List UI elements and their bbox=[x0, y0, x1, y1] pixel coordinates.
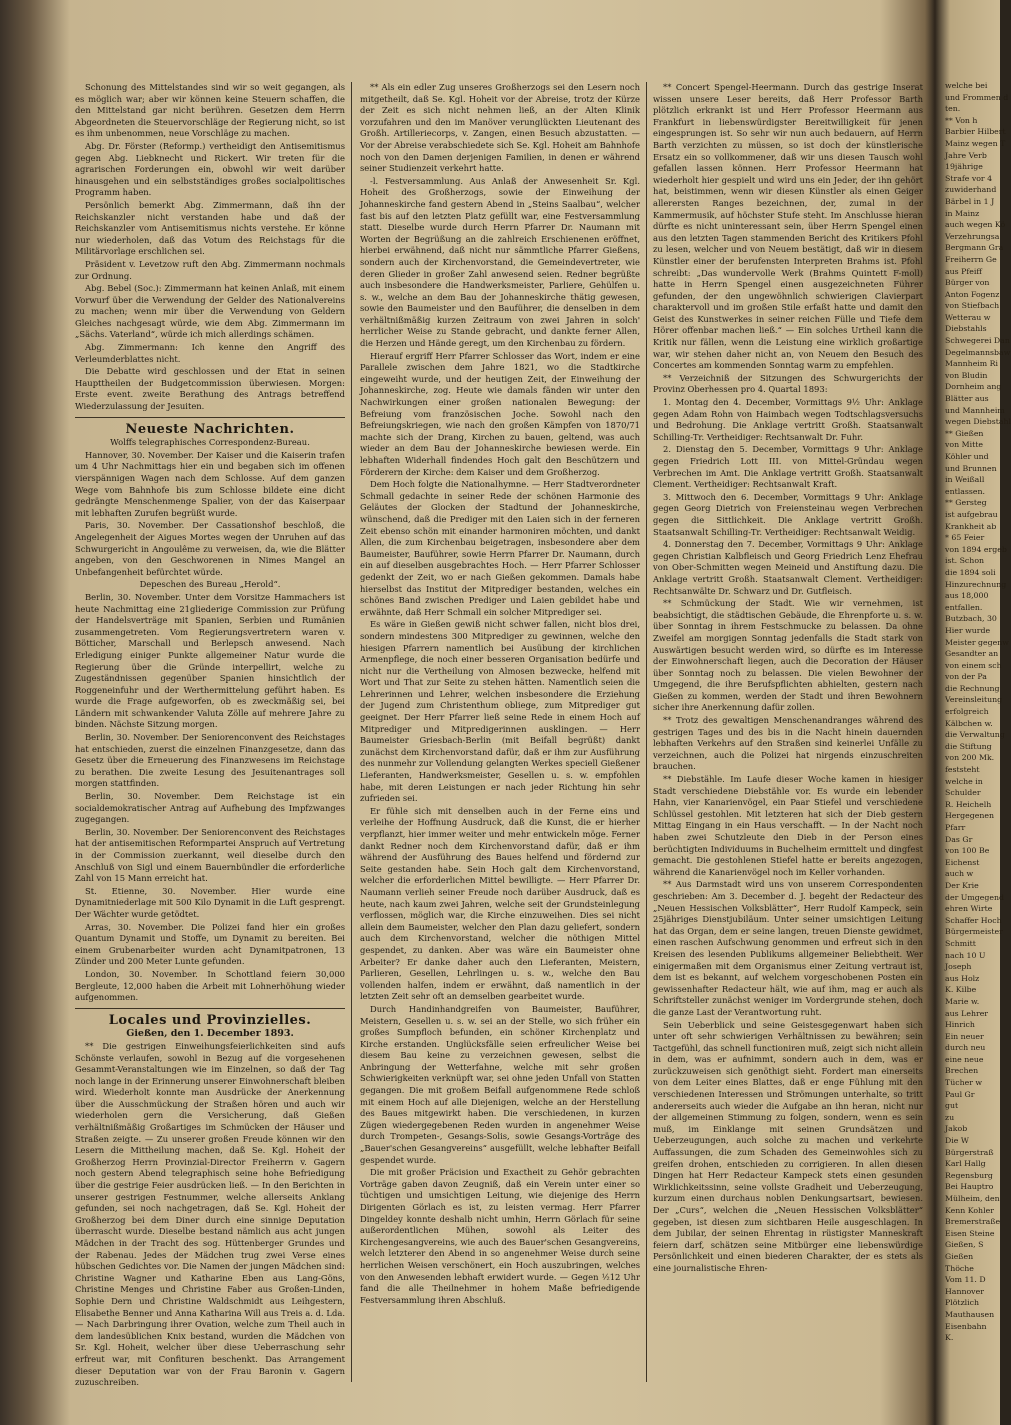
edge-text-line: Bürgerstraß bbox=[945, 1147, 994, 1157]
newspaper-page bbox=[45, 70, 925, 1400]
edge-text-line: Schwegerei Dan bbox=[945, 336, 1010, 346]
edge-text-line: welche bei bbox=[945, 81, 988, 90]
paragraph: Abg. Bebel (Soc.): Zimmermann hat keinen Anlaß, mit einem Vorwurf über die Verwendung der Gelder des Nationalvereins zu machen; wenn mir über die Verwendung von Geldern Gleiches nachgesagt würde, wie dem Abg. Zimmermann im „Sächs. Vaterland“, würde ich mich allerdings schämen. bbox=[75, 283, 345, 340]
edge-text-line: Eisenbahn bbox=[945, 1321, 987, 1331]
edge-text-line: durch neu bbox=[945, 1043, 986, 1053]
edge-text-line: zu bbox=[945, 1112, 955, 1122]
news-item: Paris, 30. November. Der Cassationshof beschloß, die Angelegenheit der Aigues Mortes wegen der Unruhen auf das Schwurgericht in Angoulême zu verweisen, da, wie die Blätter angeben, von den Geschworenen in Nimes Mangel an Unbefangenheit befürchtet würde. bbox=[75, 520, 345, 577]
edge-text-line: von 200 Mk. bbox=[945, 753, 995, 763]
edge-text-line: auch wegen Kö bbox=[945, 220, 1006, 230]
edge-text-line: Schaffer Hoch bbox=[945, 915, 1002, 925]
local-item: ** Concert Spengel-Heermann. Durch das gestrige Inserat wissen unsere Leser bereits, daß Herr Professor Barth plötzlich erkrankt ist und Herr Professor Heermann aus Frankfurt in liebenswürdigster Bereitwilligkeit für jenen eingesprungen ist. So sehr wir nun auch bedauern, auf Herrn Barth verzichten zu müssen, so ist doch der künstlerische Ersatz ein so vollkommener, daß wir uns diesen Tausch wohl gefallen lassen können. Herr Professor Heermann hat wiederholt hier gespielt und wird uns ein Jeder, der ihn gehört hat, beistimmen, wenn wir diesen Künstler als einen Geiger allerersten Ranges bezeichnen, der, zumal in der Kammermusik, auf höchster Stufe steht. Im Anschlusse hieran dürfte es nicht uninteressant sein, über Herrn Spengel einen aus den letzten Tagen stammenden Bericht des Kritikers Pfohl zu lesen, welcher und von Neuem bestätigt, daß wir in diesem Künstler einer der berufensten Interpreten Brahms ist. Pfohl schreibt: „Das wundervolle Werk (Brahms Quintett F-moll) hatte in Herrn Spengel einen ausgezeichneten Führer gefunden, der den ungewöhnlich schwierigen Clavierpart charaktervoll und im großen Stile erfaßt hatte und damit den Geist des Kunstwerkes in seiner reichen Fülle und Tiefe dem Hörer offenbar machen ließ.“ — Ein solches Urtheil kann die Kritik nur fällen, wenn die Leistung eine wirklich großartige war, wir stehen daher nicht an, von Neuem den Besuch des Concertes am kommenden Sonntag warm zu empfehlen. bbox=[653, 82, 923, 371]
local-item: Er fühle sich mit denselben auch in der Ferne eins und verleihe der Hoffnung Ausdruck, daß die Kunst, die er hierher verpflanzt, hier immer weiter und mehr entwickeln möge. Ferner dankt Redner noch dem Kirchenvorstand dafür, daß er ihm während der Ausführung des Baues helfend und fördernd zur Seite gestanden habe. Sein Hoch galt dem Kirchenvorstand, welcher die erforderlichen Mittel bewilligte. — Herr Pfarrer Dr. Naumann verlieh seiner Freude noch darüber Ausdruck, daß es heute, nach kaum zwei Jahren, welche seit der Grundsteinlegung verflossen, möglich war, die Kirche einzuweihen. Dies sei nicht allein dem Baumeister, welcher den Plan dazu geliefert, sondern auch dem Kirchenvorstand, welcher die nöthigen Mittel gespendet, zu danken. Aber was wäre ein Baumeister ohne Arbeiter? Er danke daher auch den Lieferanten, Meistern, Parlieren, Gesellen, Lehrlingen u. s. w., welche den Bau vollenden halfen, indem er erwähnt, daß namentlich in der letzten Zeit sehr oft an demselben gearbeitet wurde. bbox=[360, 805, 640, 1002]
edge-text-line: Hannover bbox=[945, 1286, 984, 1296]
column-rule bbox=[646, 82, 647, 1382]
edge-text-line: und Mannheim bbox=[945, 405, 1005, 415]
edge-text-line: aus 18,000 bbox=[945, 591, 989, 601]
edge-text-line: welche in bbox=[945, 776, 983, 786]
edge-text-line: Schulder bbox=[945, 788, 981, 798]
edge-text-line: Gießen bbox=[945, 1251, 974, 1261]
news-item: Berlin, 30. November. Der Seniorenconvent des Reichstages hat der antisemitischen Reformpartei Anspruch auf Vertretung in der Commission zuerkannt, weil dieselbe durch den Anschluß von Sigl und einem Bauernbündler die erforderliche Zahl von 15 Mann erreicht hat. bbox=[75, 826, 345, 884]
section-heading-news: Neueste Nachrichten. bbox=[125, 421, 295, 437]
edge-text-line: Kälbchen w. bbox=[945, 718, 993, 728]
edge-text-line: auch w bbox=[945, 869, 974, 879]
edge-text-line: Vom 11. D bbox=[945, 1275, 986, 1285]
local-item: Hierauf ergriff Herr Pfarrer Schlosser das Wort, indem er eine Parallele zwischen dem Jahre 1821, wo die Stadtkirche eingeweiht wurde, und der heutigen Zeit, der Einweihung der Johanneskirche, zog. Heute wie damals fänden wir unter den Nachwirkungen einer großen nationalen Bewegung: der Befreiung vom französischen Joche. Sowohl nach den Befreiungskriegen, wie nach den großen Kämpfen von 1870/71 machte sich der Drang, Kirchen zu bauen, geltend, was auch wieder an dem Bau der Johanneskirche bewiesen werde. Ein lebhaften Widerhall findendes Hoch galt den Beschützern und Förderern der Kirche: dem Kaiser und dem Großherzog. bbox=[360, 350, 640, 477]
edge-text-line: Das Gr bbox=[945, 834, 973, 844]
edge-text-line: ist aufgebrau bbox=[945, 509, 998, 519]
edge-text-line: Meister gegenw bbox=[945, 637, 1009, 647]
edge-text-line: Wetterau w bbox=[945, 312, 991, 322]
edge-text-line: die Rechnung bbox=[945, 683, 1000, 693]
edge-text-line: Eisen Steine bbox=[945, 1228, 995, 1238]
edge-text-line: Barbier Hilbert bbox=[945, 127, 1006, 137]
edge-text-line: Karl Hallg bbox=[945, 1159, 986, 1169]
edge-text-line: Brechen bbox=[945, 1066, 979, 1076]
edge-text-line: Der Krie bbox=[945, 880, 979, 890]
local-item: ** Schmückung der Stadt. Wie wir vernehmen, ist beabsichtigt, die städtischen Gebäude, die Ehrenpforte u. s. w. über Sonntag in ihrem Festschmucke zu belassen. Da ohne Zweifel am morgigen Sonntag jedenfalls die Stadt stark von Auswärtigen besucht werden wird, so dürfte es im Interesse der Einwohnerschaft liegen, auch die Decoration der Häuser über Sonntag noch zu belassen. Die vielen Bewohner der Umgegend, die ihre Berufspflichten abhielten, gestern nach Gießen zu kommen, werden der Stadt und ihren Bewohnern sicher ihre Anerkennung dafür zollen. bbox=[653, 598, 923, 713]
edge-text-line: aus Pfeiff bbox=[945, 266, 982, 276]
edge-text-line: die Verwaltung bbox=[945, 730, 1005, 740]
dateline: Gießen, den 1. December 1893. bbox=[126, 1028, 294, 1040]
edge-text-line: ** Gersteg bbox=[945, 498, 987, 508]
edge-text-line: Mannheim Ri bbox=[945, 359, 999, 369]
edge-text-line: Gesandter an bbox=[945, 649, 999, 659]
edge-text-line: Hier wurde bbox=[945, 625, 991, 635]
edge-text-line: ten. bbox=[945, 104, 961, 114]
edge-text-line: ** Gießen bbox=[945, 428, 984, 438]
edge-text-line: Hinzurechnung bbox=[945, 579, 1007, 589]
edge-text-line: von Stiefbach bbox=[945, 301, 1000, 311]
column-rule bbox=[351, 82, 352, 1382]
news-item: Berlin, 30. November. Der Seniorenconvent des Reichstages hat entschieden, zuerst die einzelnen Finanzgesetze, dann das Gesetz über die Erneuerung des Finanzwesens im Reichstage zu berathen. Die zweite Lesung des Jesuitenantrages soll morgen stattfinden. bbox=[75, 732, 345, 789]
local-item: Es wäre in Gießen gewiß nicht schwer fallen, nicht blos drei, sondern mindestens 300 Mitprediger zu gewinnen, welche den hiesigen Pfarrern namentlich bei Ausübung der kirchlichen Armenpflege, die noch einer besseren Organisation bedürfe und nicht nur die Vertheilung von Almosen bezwecke, helfend mit Wort und That zur Seite zu stehen hätten. Namentlich seien die Lehrerinnen und Lehrer, welchen insbesondere die Erziehung der Jugend zum Christenthum obliege, zum Mitprediger gut geeignet. Der Herr Pfarrer ließ seine Rede in einem Hoch auf Mitprediger und Mitpredigerinnen ausklingen. — Herr Baumeister Griesbach-Berlin (mit Beifall begrüßt) dankt zunächst dem Kirchenvorstand dafür, daß er ihm zur Ausführung des nunmehr zur Vollendung gelangten Werkes speciell Gießener Lieferanten, Handwerksmeister, Gesellen u. s. w. empfohlen habe, mit deren Leistungen er nach jeder Richtung hin sehr zufrieden sei. bbox=[360, 619, 640, 804]
local-item: ** Diebstähle. Im Laufe dieser Woche kamen in hiesiger Stadt verschiedene Diebstähle vor. Es wurde ein lebender Hahn, vier Kanarienvögel, ein Paar Stiefel und verschiedene Schlüssel gestohlen. Mit letzteren hat sich der Dieb gestern Mittag Eingang in ein Haus verschafft. — In der Nacht noch haben zwei Schutzleute den Dieb in der Person eines berüchtigten Individuums in Buchelheim ermittelt und dingfest gemacht. Die gestohlenen Stiefel hatte er bereits angezogen, während die Kanarienvögel noch im Keller vorhanden. bbox=[653, 774, 923, 877]
edge-text-line: Mainz wegen T bbox=[945, 138, 1006, 148]
edge-text-line: in Weißall bbox=[945, 475, 985, 485]
edge-text-line: Dornheim ang bbox=[945, 382, 1002, 392]
news-item: St. Etienne, 30. November. Hier wurde eine Dynamitniederlage mit 500 Kilo Dynamit in die Luft gesprengt. Der Wächter wurde getödtet. bbox=[75, 885, 345, 919]
edge-text-line: erfolgreich bbox=[945, 707, 989, 717]
edge-text-line: eine neue bbox=[945, 1054, 984, 1064]
edge-text-line: aus Holz bbox=[945, 973, 980, 983]
edge-text-line: Bei Hauptro bbox=[945, 1182, 994, 1192]
local-item: ** Trotz des gewaltigen Menschenandranges während des gestrigen Tages und des bis in die Nacht hinein dauernden lebhaften Verkehrs auf den Straßen sind keinerlei Unfälle zu verzeichnen, auch die Polizei hat nirgends einzuschreiten brauchen. bbox=[653, 715, 923, 772]
paragraph: Persönlich bemerkt Abg. Zimmermann, daß ihn der Reichskanzler nicht verstanden habe und daß der Reichskanzler vom Antisemitismus nichts verstehe. Er könne nur wiederholen, daß das Votum des Reichstags für die Militärvorlage erschlichen sei. bbox=[75, 199, 345, 257]
edge-text-line: zuwiderhand bbox=[945, 185, 997, 195]
local-item: ** Aus Darmstadt wird uns von unserem Correspondenten geschrieben: Am 3. December d. J. begeht der Redacteur des „Neuen Hessischen Volksblätter“, Herr Rudolf Kampeck, sein 25jähriges Dienstjubiläum. Unter seiner umsichtigen Leitung hat das Organ, dem er seine langen, treuen Dienste gewidmet, einen raschen Aufschwung genommen und erfreut sich in den Kreisen des lesenden Publikums allgemeiner Beliebtheit. Wer einigermaßen mit dem Organismus einer Zeitung vertraut ist, dem ist es bekannt, auf welchem vorgeschobenen Posten ein gewissenhafter Redacteur hält, wie auf ihm, mag er auch als Schriftsteller zunächst weniger im Vordergrunde stehen, doch die ganze Last der Verantwortung ruht. bbox=[653, 879, 923, 1017]
edge-text-line: Butzbach, 30 bbox=[945, 614, 997, 624]
edge-text-line: Bergmann Gra bbox=[945, 243, 1004, 253]
edge-text-line: Bürgermeister bbox=[945, 927, 1003, 937]
edge-text-line: Paul Gr bbox=[945, 1089, 975, 1099]
edge-text-line: Mauthausen bbox=[945, 1309, 995, 1319]
column-right bbox=[653, 82, 923, 1382]
edge-text-line: Kenn Kohler bbox=[945, 1205, 994, 1215]
edge-text-line: Bürger von bbox=[945, 278, 990, 288]
edge-text-line: Marie w. bbox=[945, 996, 980, 1006]
edge-text-line: Degelmannsbaw bbox=[945, 347, 1011, 357]
edge-text-line: Regensburg bbox=[945, 1170, 993, 1180]
edge-text-line: Blätter aus bbox=[945, 394, 989, 404]
edge-text-line: Tücher w bbox=[945, 1078, 983, 1088]
edge-text-line: Thöche bbox=[945, 1263, 974, 1273]
edge-text-line: Hinrich bbox=[945, 1020, 975, 1030]
edge-text-line: von 100 Be bbox=[945, 846, 990, 856]
edge-text-line: die 1894 soli bbox=[945, 567, 996, 577]
edge-text-line: in Mainz bbox=[945, 208, 980, 218]
edge-text-line: feststeht bbox=[945, 765, 980, 775]
wire-service-subhead: Depeschen des Bureau „Herold“. bbox=[139, 579, 281, 590]
divider bbox=[75, 417, 345, 418]
local-item: ** Verzeichniß der Sitzungen des Schwurgerichts der Provinz Oberhessen pro 4. Quartal 1893: bbox=[653, 372, 923, 395]
edge-text-line: Schmitt bbox=[945, 938, 976, 948]
news-item: Berlin, 30. November. Unter dem Vorsitze Hammachers ist heute Nachmittag eine 21gliederige Commission zur Prüfung der Handelsverträge mit Spanien, Serbien und Rumänien zusammengetreten. Vom Regierungsvertretern waren v. Bötticher, Marschall und Berlepsch anwesend. Nach Erledigung einiger Punkte allgemeiner Natur wurde die Regierung über die Gründe interpellirt, welche zu Zugeständnissen gegenüber Spanien hinsichtlich der Roggeneinfuhr und der Werthermittelung geführt haben. Es wurde die Frage aufgeworfen, ob es zweckmäßig sei, bei Ländern mit schwankender Valuta Zölle auf mehrere Jahre zu binden. Nächste Sitzung morgen. bbox=[75, 591, 345, 730]
edge-text-line: Mülheim, den bbox=[945, 1194, 1000, 1203]
local-item: Die mit großer Präcision und Exactheit zu Gehör gebrachten Vorträge gaben davon Zeugniß, daß ein Verein unter einer so tüchtigen und umsichtigen Leitung, wie diejenige des Herrn Dirigenten Görlach es ist, zu leisten vermag. Herr Pfarrer Dingeldey konnte deshalb nicht umhin, Herrn Görlach für seine außerordentlichen Mühen, sowohl als Leiter des Kirchengesangvereins, wie auch des Bauer'schen Gesangvereins, welch letzterer den Abend in so angenehmer Weise durch seine herrlichen Weisen verschönert, ein Hoch auszubringen, welches von den Anwesenden lebhaft erwidert wurde. — Gegen ½12 Uhr fand die alle Theilnehmer in hohem Maße befriedigende Festversammlung ihren Abschluß. bbox=[360, 1167, 640, 1305]
divider bbox=[75, 1008, 345, 1009]
edge-text-line: aus Lehrer bbox=[945, 1008, 989, 1018]
news-item: London, 30. November. In Schottland feiern 30,000 Bergleute, 12,000 haben die Arbeit mit Lohnerhöhung wieder aufgenommen. bbox=[75, 968, 345, 1003]
edge-text-line: K. bbox=[945, 1333, 954, 1343]
edge-text-line: Joseph bbox=[945, 962, 972, 972]
column-middle bbox=[360, 82, 640, 1382]
local-item: Dem Hoch folgte die Nationalhymne. — Herr Stadtverordneter Schmall gedachte in seiner Rede der schönen Harmonie des Geläutes der Glocken der Stadtund der Johanneskirche, wünschend, daß die Prediger mit den Laien sich in der ferneren Zeit ebenso schön mit einander harmoniren möchten, und dankt Allen, die zum Kirchenbau beigetragen, insbesondere aber dem Baumeister, Bauführer, sowie Herrn Pfarrer Dr. Naumann, durch ein auf dieselben ausgebrachtes Hoch. — Herr Pfarrer Schlosser gedenkt der Zeit, wo er nach Gießen gekommen. Damals habe hierselbst das Institut der Mitprediger bestanden, welches ein schönes Band zwischen Prediger und Laien gebildet habe und erwähnte, daß Herr Schmall ein solcher Mitprediger sei. bbox=[360, 479, 640, 617]
edge-text-line: die Stiftung bbox=[945, 741, 992, 751]
edge-text-line: und Brunnen bbox=[945, 463, 997, 473]
local-item: ** Als ein edler Zug unseres Großherzogs sei den Lesern noch mitgetheilt, daß Se. Kgl. Hoheit vor der Abreise, trotz der Kürze der Zeit es sich nicht nehmen ließ, an der Alten Klinik vorzufahren und den im Manöver verunglückten Lieutenant des Großh. Artilleriecorps, v. Zangen, einen Besuch abzustatten. — Vor der Abreise verabschiedete sich Se. Kgl. Hoheit am Bahnhofe noch von den Damen derjenigen Familien, in denen er während seiner Studienzeit verkehrt hatte. bbox=[360, 82, 640, 174]
edge-text-line: Strafe vor 4 bbox=[945, 173, 993, 183]
court-listing: 4. Donnerstag den 7. December, Vormittags 9 Uhr: Anklage gegen Christian Kalbfleisch und Georg Friedrich Lenz Ehefrau von Ober-Schmitten wegen Meineid und Anstiftung dazu. Die Anklage vertritt Großh. Staatsanwalt Clement. Vertheidiger: Rechtsanwälte Dr. Schwarz und Dr. Gutfleisch. bbox=[653, 539, 923, 596]
edge-text-line: ist. Schon bbox=[945, 556, 985, 566]
section-heading-local: Locales und Provinzielles. bbox=[108, 1012, 312, 1028]
edge-text-line: von einem sch bbox=[945, 660, 1002, 670]
column-left bbox=[75, 82, 345, 1388]
edge-text-line: Jahre Verb bbox=[945, 150, 987, 160]
local-item: ** Die gestrigen Einweihungsfeierlichkeiten sind aufs Schönste verlaufen, sowohl in Bezug auf die vorgesehenen Gesammt-Veranstaltungen wie im Einzelnen, so daß der Tag noch lange in der Erinnerung unserer Einwohnerschaft bleiben wird. Wiederholt konnte man Ausdrücke der Anerkennung über die Ausschmückung der Straßen hören und auch wir wiederholen gern die Versicherung, daß Gießen verhältnißmäßig Großartiges im Schmücken der Häuser und Straßen zeigte. — Zu unserer großen Freude können wir den Lesern die Mittheilung machen, daß Se. Kgl. Hoheit der Großherzog Herrn Provinzial-Director Freiherrn v. Gagern noch gestern Abend telegraphisch seine hohe Befriedigung über die gestrige Feier ausdrücken ließ. — In den Berichten in unserer gestrigen Festnummer, welche allerseits Anklang gefunden, sei noch nachgetragen, daß Se. Kgl. Hoheit der Großherzog bei dem Diner durch eine sinnige Deputation überrascht wurde. Dieselbe bestand nämlich aus acht jungen Mädchen in der Tracht des sog. Hüttenberger Grundes und der Rabenau. Jedes der Mädchen trug zwei Verse eines hübschen Gedichtes vor. Die Namen der jungen Mädchen sind: Christine Wagner und Katharine Eben aus Lang-Göns, Christine Menges und Christine Faber aus Großen-Linden, Sophie Dern und Christine Waldschmidt aus Leihgestern, Elisabethe Benner und Anna Katharina Will aus Treis a. d. Lda. — Nach Darbringung ihrer Ovation, welche zum Theil auch in dem landesüblichen Knix bestand, wurden die Mädchen von Sr. Kgl. Hoheit, welcher über diese Ueberraschung sehr erfreut war, mit Confituren beschenkt. Das Arrangement dieser Deputation war von der Frau Baronin v. Gagern zuzuschreiben. bbox=[75, 1040, 345, 1388]
news-item: Berlin, 30. November. Dem Reichstage ist ein socialdemokratischer Antrag auf Aufhebung des Impfzwanges zugegangen. bbox=[75, 791, 345, 825]
edge-text-line: entlassen. bbox=[945, 486, 986, 496]
edge-text-line: Hergegenen bbox=[945, 811, 995, 821]
news-item: Hannover, 30. November. Der Kaiser und die Kaiserin trafen um 4 Uhr Nachmittags hier ein und begaben sich im offenen vierspännigen Wagen nach dem Schlosse. Auf dem ganzen Wege vom Bahnhofe bis zum Schlosse bildete eine dicht gedrängte Menschenmenge Spalier, von der das Kaiserpaar mit lebhaften Zurufen begrüßt wurde. bbox=[75, 449, 345, 518]
edge-text-line: 19jährige bbox=[945, 162, 983, 172]
edge-text-line: von Bludin bbox=[945, 370, 988, 380]
paragraph: Die Debatte wird geschlossen und der Etat in seinen Haupttheilen der Budgetcommission überwiesen. Morgen: Erste event. zweite Berathung des Antrags betreffend Wiederzulassung der Jesuiten. bbox=[75, 366, 345, 412]
edge-text-line: Bremerstraße bbox=[945, 1217, 1001, 1227]
edge-text-line: Vereinsleitung bbox=[945, 695, 1003, 705]
edge-text-line: Diebstahls bbox=[945, 324, 987, 334]
edge-text-line: entfallen. bbox=[945, 602, 983, 612]
edge-text-line: Plötzlich bbox=[945, 1298, 980, 1308]
edge-text-line: von Mitte bbox=[945, 440, 983, 450]
paragraph: Schonung des Mittelstandes sind wir so weit gegangen, als es möglich war; aber wir können keine Steuern schaffen, die den Mittelstand gar nicht berühren. Gesetzen dem Herrn Abgeordneten die Steuervorschläge der Regierung nicht, so ist es ihm unbenommen, neue Vorschläge zu machen. bbox=[75, 82, 345, 139]
edge-text-line: Krankheit ab bbox=[945, 521, 997, 531]
edge-text-line: ehren Wirte bbox=[945, 904, 993, 914]
edge-text-line: Verzehrungsa bbox=[945, 231, 1000, 241]
edge-text-line: der Umgegend bbox=[945, 892, 1004, 902]
edge-text-line: ** Von h bbox=[945, 115, 978, 125]
edge-text-line: K. Kilbe bbox=[945, 985, 977, 995]
edge-text-line: Eichenst bbox=[945, 857, 980, 867]
edge-text-line: Jakob bbox=[945, 1124, 968, 1134]
edge-text-line: Bärbel in 1 J bbox=[945, 196, 995, 206]
edge-text-line: von der Pa bbox=[945, 672, 987, 682]
local-item: Durch Handinhandgreifen von Baumeister, Bauführer, Meistern, Gesellen u. s. w. sei an der Stelle, wo sich früher ein großes Sumpfloch befunden, ein schöner Kirchenplatz und Kirche erstanden. Unglücksfälle seien erfreulicher Weise bei diesem Bau keine zu verzeichnen gewesen, selbst die Anbringung der Wetterfahne, welche mit sehr großen Schwierigkeiten verknüpft war, sei ohne jeden Unfall von Statten gegangen. Die mit großem Beifall aufgenommene Rede schloß mit einem Hoch auf alle Diejenigen, welche an der Herstellung des Baues mitgewirkt haben. Die verschiedenen, in kurzen Zügen wiedergegebenen Reden wurden in angenehmer Weise durch Trompeten-, Gesangs-Solis, sowie Gesangs-Vorträge des „Bauer'schen Gesangvereins“ ausgefüllt, welche lebhafter Beifall gespendet wurde. bbox=[360, 1003, 640, 1165]
edge-text-line: R. Heichelh bbox=[945, 799, 992, 809]
adjacent-page-edge bbox=[945, 80, 1011, 1400]
edge-text-line: * 65 Feier bbox=[945, 533, 985, 543]
edge-text-line: von 1894 ergeb bbox=[945, 544, 1007, 554]
edge-text-line: Köhler und bbox=[945, 452, 989, 461]
paragraph: Präsident v. Levetzow ruft den Abg. Zimmermann nochmals zur Ordnung. bbox=[75, 258, 345, 281]
edge-text-line: und Frommen d bbox=[945, 92, 1009, 102]
paragraph: Abg. Zimmermann: Ich kenne den Angriff des Verleumderblattes nicht. bbox=[75, 342, 345, 364]
edge-text-line: Pfarr bbox=[945, 823, 966, 832]
edge-text-line: nach 10 U bbox=[945, 950, 986, 960]
wire-service-subhead: Wolffs telegraphisches Correspondenz-Bureau. bbox=[110, 437, 310, 448]
local-item: -l. Festversammlung. Aus Anlaß der Anwesenheit Sr. Kgl. Hoheit des Großherzogs, sowie der Einweihung der Johanneskirche fand gestern Abend in „Steins Saalbau“, welcher fast bis auf den letzten Platz gefüllt war, eine Festversammlung statt. Dieselbe wurde durch Herrn Pfarrer Dr. Naumann mit Worten der Begrüßung an die zahlreich Erschienenen eröffnet, hierbei erwähnend, daß nicht nur sämmtliche Pfarrer Gießens, sondern auch der Kirchenvorstand, die Gemeindevertreter, wie deren Glieder in großer Zahl anwesend seien. Redner begrüßte auch insbesondere die Handwerksmeister, Parliere, Gehülfen u. s. w., welche an dem Bau der Johanneskirche thätig gewesen, sowie den Baumeister und den Bauführer, die denselben in dem verhältnißmäßig kurzen Zeitraum von zwei Jahren in solch' herrlicher Weise zu Stande gebracht, und dankte ferner Allen, die Herzen und Hände geregt, um den Kirchenbau zu fördern. bbox=[360, 175, 640, 349]
edge-text-line: wegen Diebstahl bbox=[945, 417, 1011, 427]
court-listing: 1. Montag den 4. December, Vormittags 9½ Uhr: Anklage gegen Adam Rohn von Haimbach wegen Todtschlagsversuchs und Bedrohung. Die Anklage vertritt Großh. Staatsanwalt Schilling-Tr. Vertheidiger: Rechtsanwalt Dr. Fuhr. bbox=[653, 397, 923, 442]
court-listing: 2. Dienstag den 5. December, Vormittags 9 Uhr: Anklage gegen Friedrich Lott III. von Mittel-Gründau wegen Verbrechen im Amt. Die Anklage vertritt Großh. Staatsanwalt Clement. Vertheidiger: Rechtsanwalt Kraft. bbox=[653, 444, 923, 490]
edge-text-line: Freiherrn Ge bbox=[945, 254, 997, 264]
edge-text-line: Ein neuer bbox=[945, 1031, 984, 1041]
court-listing: 3. Mittwoch den 6. December, Vormittags 9 Uhr: Anklage gegen Georg Dietrich von Freiensteinau wegen Verbrechen gegen die Sittlichkeit. Die Anklage vertritt Großh. Staatsanwalt Schilling-Tr. Vertheidiger: Rechtsanwalt Weidig. bbox=[653, 491, 923, 537]
edge-text-line: gut bbox=[945, 1101, 959, 1111]
news-item: Arras, 30. November. Die Polizei fand hier ein großes Quantum Dynamit und Stoffe, um Dynamit zu bereiten. Bei einem Grubenarbeiter wurden acht Dynamitpatronen, 13 Zünder und 200 Meter Lunte gefunden. bbox=[75, 921, 345, 967]
edge-text-line: Die W bbox=[945, 1136, 969, 1146]
paragraph: Abg. Dr. Förster (Reformp.) vertheidigt den Antisemitismus gegen Abg. Liebknecht und Rickert. Wir treten für die agrarischen Forderungen ein, obwohl wir weit darüber hinausgehen und ein selbstständiges großes socialpolitisches Programm haben. bbox=[75, 140, 345, 198]
edge-text-line: Gießen, S bbox=[945, 1240, 984, 1250]
edge-text-line: Anton Fogenz bbox=[945, 289, 1000, 299]
local-item: Sein Ueberblick und seine Geistesgegenwart haben sich unter oft sehr schwierigen Verhältnissen zu bewähren; sein Tactgefühl, das schnell functioniren muß, zeigt sich nicht allein in dem, was er aufnimmt, sondern auch in dem, was er zurückzuweisen sich genöthigt sieht. Fordert man einerseits von dem Leiter eines Blattes, daß er enge Fühlung mit den verschiedenen Interessen und Strömungen unterhalte, so tritt andererseits auch wieder die Aufgabe an ihn heran, nicht nur der allgemeinen Stimmung zu folgen, sondern, wenn es sein muß, im Einklange mit seinen Grundsätzen und Ueberzeugungen, auch solche zu machen und verkehrte Auffassungen, die zum Schaden des Gemeinwohles sich zu greifen drohen, entschieden zu corrigieren. In allen diesen Dingen hat Herr Redacteur Kampeck stets einen gesunden Wirklichkeitssinn, seine vollste Gradheit und Ueberzeugung, kurzum einen durchaus noblen Denkungsartsart, bewiesen. Der „Curs“, welchen die „Neuen Hessischen Volksblätter“ gegeben, ist diesen zum sichtbaren Heile ausgeschlagen. In dem Jubilar, der seinen Ehrentag in rüstigster Manneskraft feiern darf, schätzen seine Mitbürger eine liebenswürdige Persönlichkeit und einen biederen Charakter, der es stets als eine journalistische Ehren- bbox=[653, 1019, 923, 1273]
